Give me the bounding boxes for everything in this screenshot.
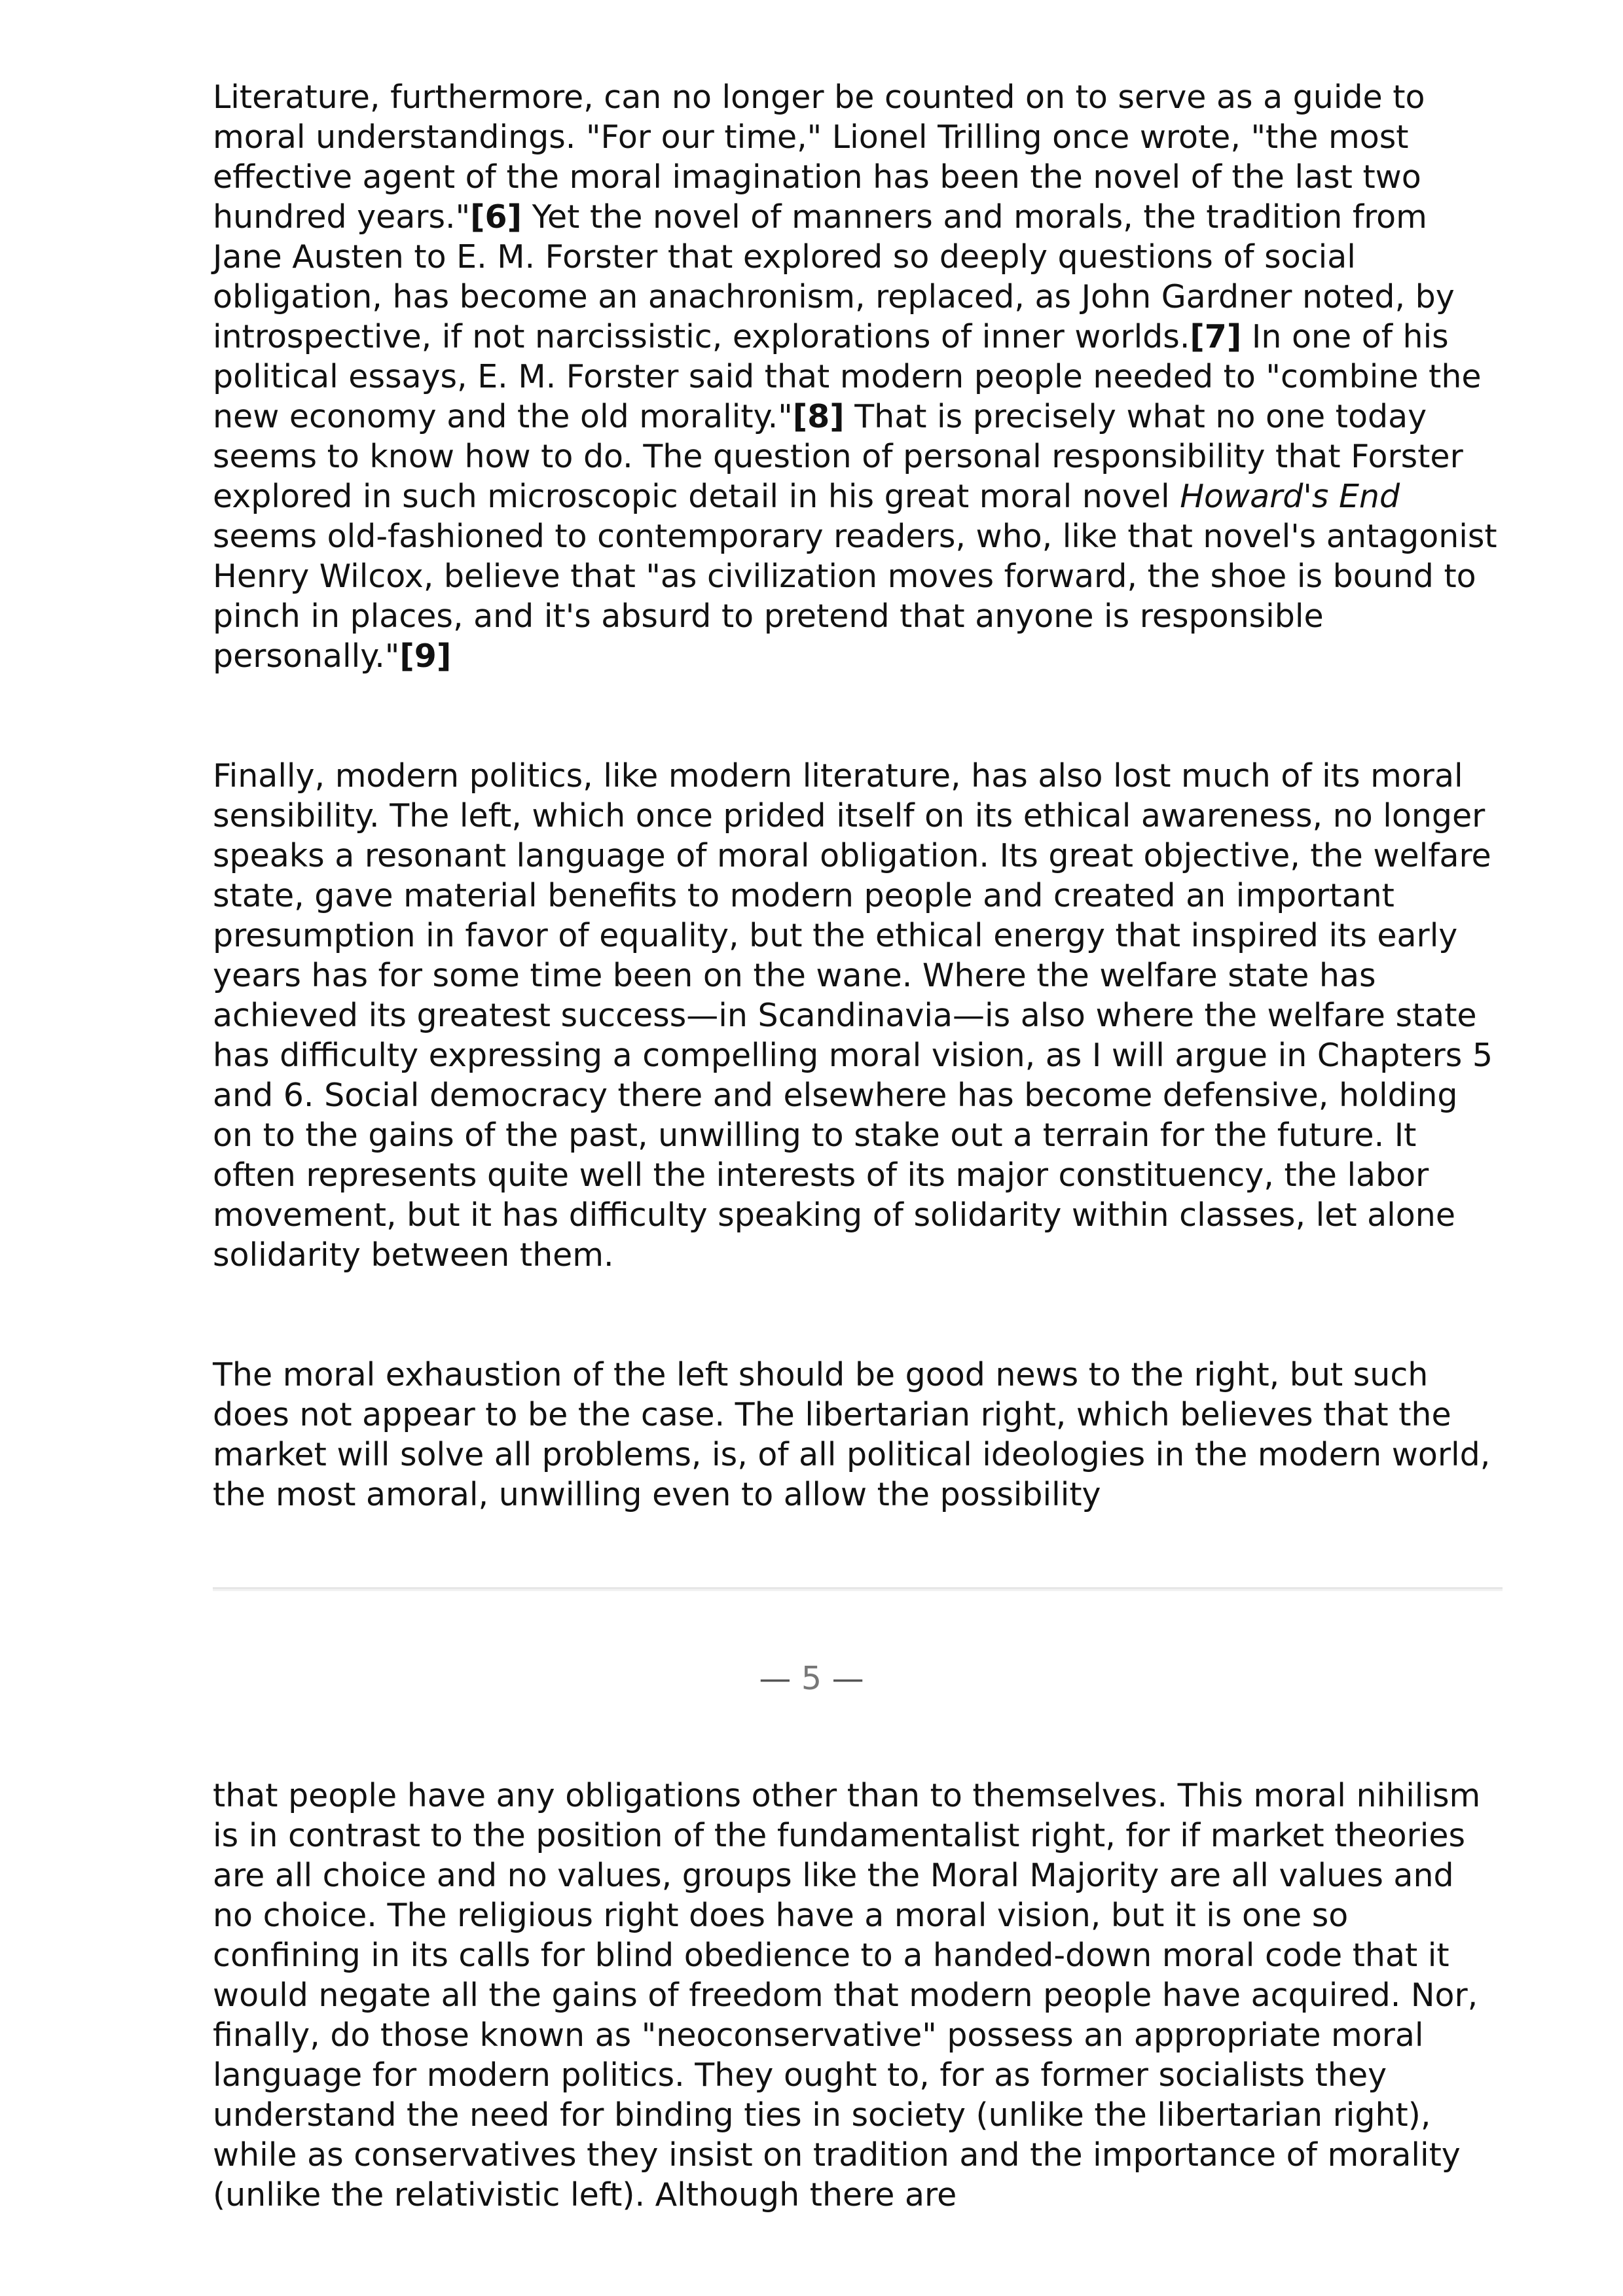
para-text: That is precisely what no one today seems to know how to do. The question of personal responsibility that Forster explored in such microscopic detail in his great moral novel <box>213 398 1463 515</box>
para-text: Yet the novel of manners and morals, the tradition from Jane Austen to E. M. Forster that explored so deeply questions of social obligation, has become an anachronism, replaced, as John Gardner noted, by introspective, if not narcissistic, explorations of inner worlds. <box>213 198 1455 355</box>
footnote-ref-9[interactable]: [9] <box>399 637 452 675</box>
paragraph-politics: Finally, modern politics, like modern literature, has also lost much of its moral sensibility. The left, which once prided itself on its ethical awareness, no longer speaks a resonant language of moral obligation. Its great objective, the welfare state, gave material benefits to modern people and created an important presumption in favor of equality, but the ethical energy that inspired its early years has for some time been on the wane. Where the welfare state has achieved its greatest success—in Scandinavia—is also where the welfare state has difficulty expressing a compelling moral vision, as I will argue in Chapters 5 and 6. Social democracy there and elsewhere has become defensive, holding on to the gains of the past, unwilling to stake out a terrain for the future. It often represents quite well the interests of its major constituency, the labor movement, but it has difficulty speaking of solidarity within classes, let alone solidarity between them. <box>213 757 1493 1274</box>
paragraph-continuation: that people have any obligations other than to themselves. This moral nihilism is in contrast to the position of the fundamentalist right, for if market theories are all choice and no values, groups like the Moral Majority are all values and no choice. The religious right does have a moral vision, but it is one so confining in its calls for blind obedience to a handed-down moral code that it would negate all the gains of freedom that modern people have acquired. Nor, finally, do those known as "neoconservative" possess an appropriate moral language for modern politics. They ought to, for as former socialists they understand the need for binding ties in society (unlike the libertarian right), while as conservatives they insist on tradition and the importance of morality (unlike the relativistic left). Although there are <box>213 1777 1481 2214</box>
book-title: Howard's End <box>1180 478 1400 515</box>
page-number-value: 5 <box>801 1660 822 1697</box>
page-dash-right: — <box>831 1660 864 1697</box>
page-dash-left: — <box>759 1660 792 1697</box>
paragraph-literature <box>213 77 1503 676</box>
footnote-ref-6[interactable]: [6] <box>470 198 522 236</box>
page-body-lower <box>213 1776 1503 2215</box>
footnote-ref-8[interactable]: [8] <box>792 398 845 435</box>
paragraph-left-right: The moral exhaustion of the left should be good news to the right, but such does not appear to be the case. The libertarian right, which believes that the market will solve all problems, is, of all political ideologies in the modern world, the most amoral, unwilling even to allow the possibility <box>213 1356 1491 1513</box>
page-number <box>0 1659 1623 1698</box>
page-divider <box>213 1587 1503 1591</box>
para-text: Literature, furthermore, can no longer be counted on to serve as a guide to moral understandings. "For our time," Lionel Trilling once wrote, "the most effective agent of the moral imagination has been the novel of the last two hundred years." <box>213 79 1425 236</box>
para-text: In one of his political essays, E. M. Forster said that modern people needed to "combine the new economy and the old morality." <box>213 318 1482 435</box>
page-body-upper <box>213 77 1503 1515</box>
footnote-ref-7[interactable]: [7] <box>1190 318 1242 355</box>
para-text: seems old-fashioned to contemporary readers, who, like that novel's antagonist Henry Wilcox, believe that "as civilization moves forward, the shoe is bound to pinch in places, and it's absurd to pretend that anyone is responsible personally." <box>213 518 1497 675</box>
